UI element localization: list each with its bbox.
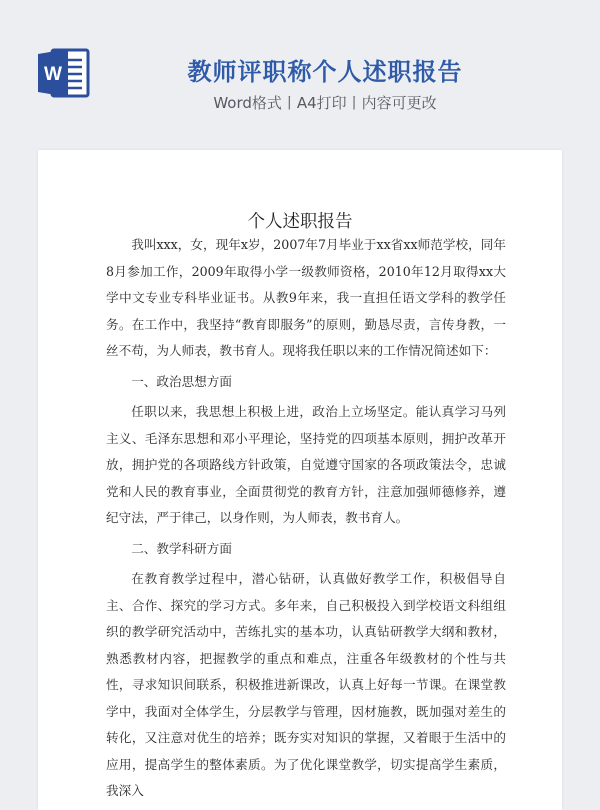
paragraph: 我叫xxx，女，现年x岁，2007年7月毕业于xx省xx师范学校，同年8月参加工作，2009年取得小学一级教师资格，2010年12月取得xx大学中文专业专科毕业证书。从教9年来，我一直担任语文学科的教学任务。在工作中，我坚持“教育即服务”的原则，勤恳尽责，言传身教，一丝不苟，为人师表，教书育人。现将我任职以来的工作情况简述如下： [106,237,506,358]
paragraph: 在教育教学过程中，潜心钻研，认真做好教学工作，积极倡导自主、合作、探究的学习方式。多年来，自己积极投入到学校语文科组组织的教学研究活动中，苦练扎实的基本功，认真钻研教学大纲和教材，熟悉教材内容，把握教学的重点和难点，注重各年级教材的个性与共性，寻求知识间联系，积极推进新课改，认真上好每一节课。在课堂教学中，我面对全体学生，分层教学与管理，因材施教，既加强对差生的转化，又注意对优生的培养；既夯实对知识的掌握，又着眼于生活中的应用，提高学生的整体素质。为了优化课堂教学，切实提高学生素质，我深入 [106,571,506,798]
section-heading: 一、政治思想方面 [131,373,232,389]
document-title: 个人述职报告 [247,212,353,232]
document-page [38,150,562,810]
section-heading: 二、教学科研方面 [131,540,232,556]
paragraph: 任职以来，我思想上积极上进，政治上立场坚定。能认真学习马列主义、毛泽东思想和邓小平理论，坚持党的四项基本原则，拥护改革开放，拥护党的各项路线方针政策，自觉遵守国家的各项政策法令，忠诚党和人民的教育事业，全面贯彻党的教育方针，注意加强师德修养，遵纪守法，严于律己，以身作则，为人师表，教书育人。 [106,404,506,525]
document-body [106,232,506,805]
logo-letter: W [44,64,62,85]
page-subtitle: Word格式丨A4打印丨内容可更改 [213,94,437,112]
page-title: 教师评职称个人述职报告 [187,58,463,86]
header-banner [0,0,600,150]
